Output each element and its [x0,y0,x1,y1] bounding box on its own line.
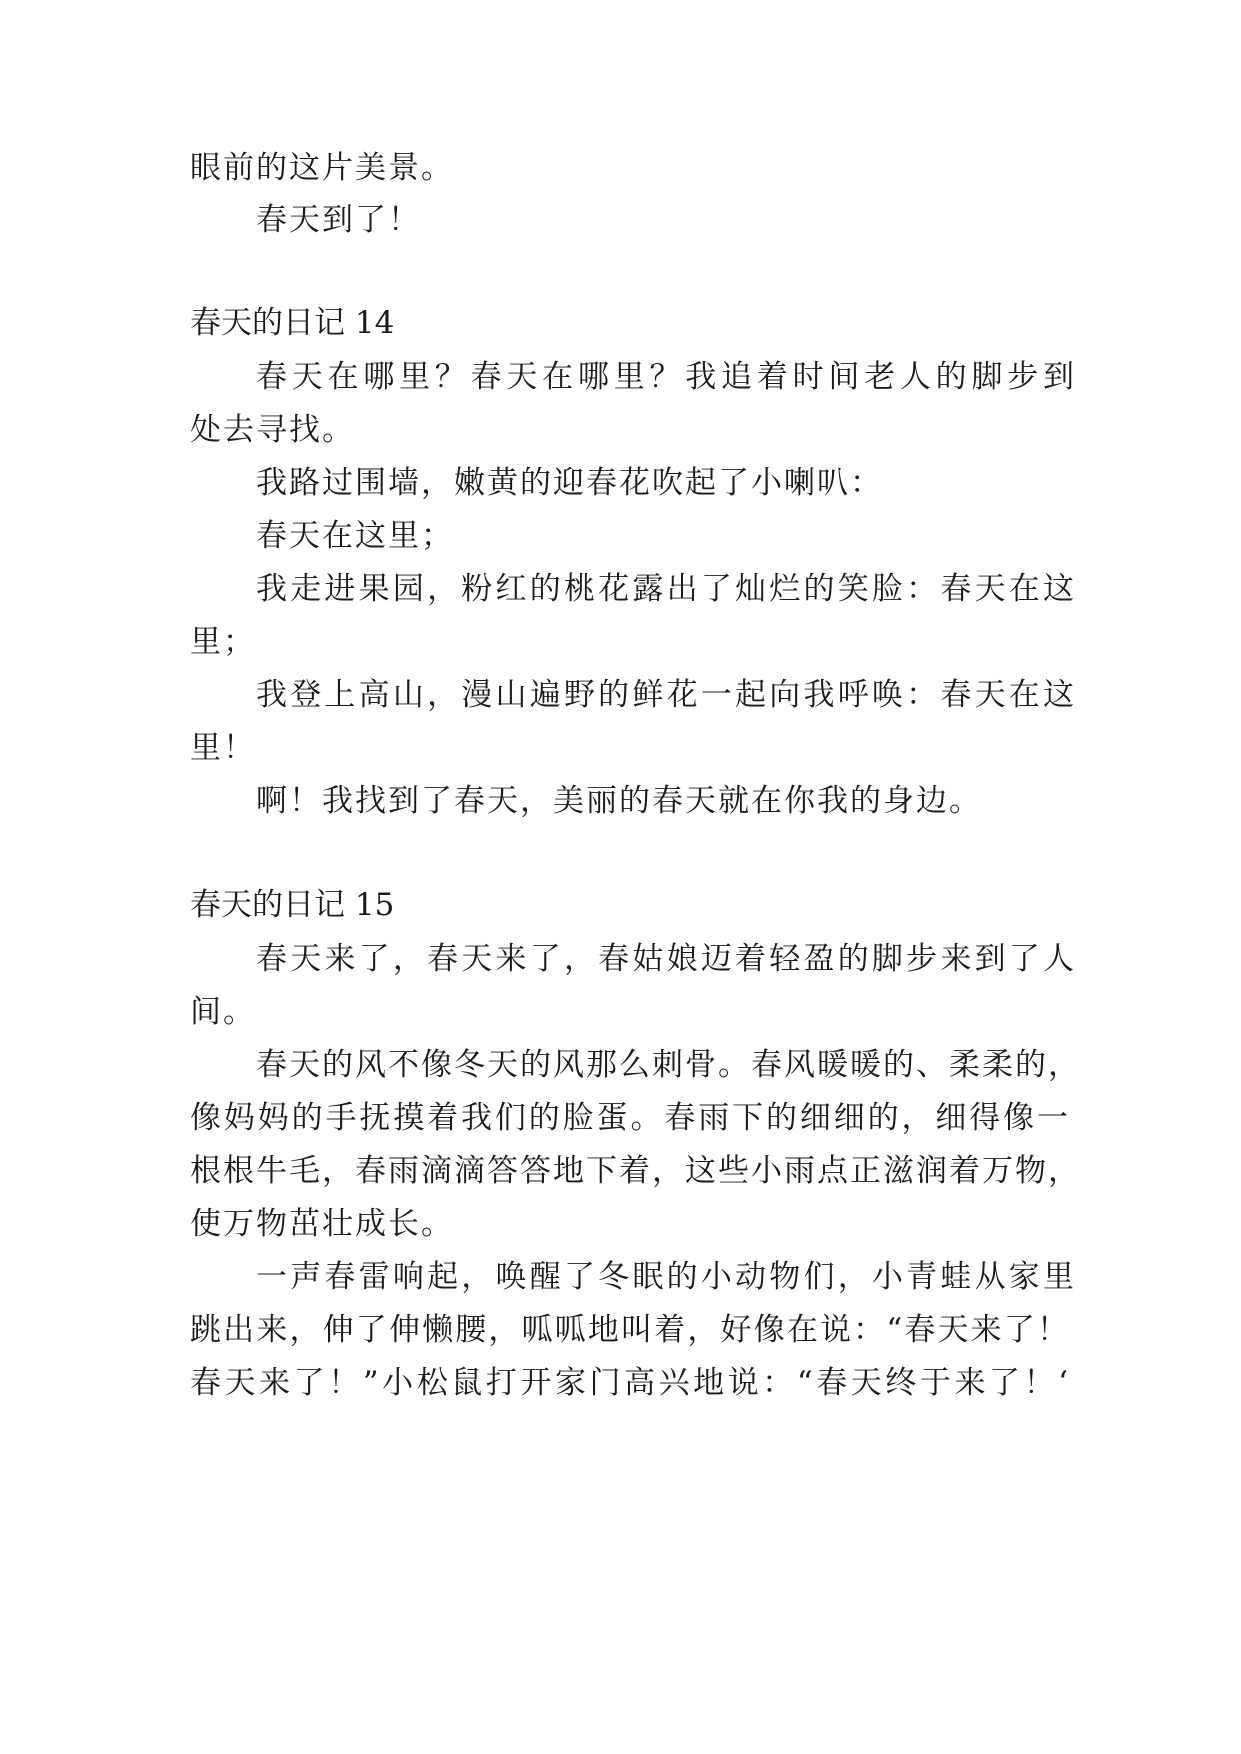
paragraph-line: 跳出来，伸了伸懒腰，呱呱地叫着，好像在说：“春天来了！ [190,1312,1070,1348]
section-heading-15: 春天的日记 15 [190,887,395,923]
paragraph-line: 春天到了！ [256,202,421,238]
paragraph-line: 春天来了，春天来了，春姑娘迈着轻盈的脚步来到了人 [256,941,1076,977]
paragraph-line: 一声春雷响起，唤醒了冬眠的小动物们，小青蛙从家里 [256,1259,1076,1295]
paragraph-line: 里； [190,624,256,660]
paragraph-line: 啊！我找到了春天，美丽的春天就在你我的身边。 [256,783,982,819]
paragraph-line: 春天在哪里？春天在哪里？我追着时间老人的脚步到 [256,359,1076,395]
paragraph-line: 春天在这里； [256,518,454,554]
paragraph-line: 眼前的这片美景。 [190,150,454,186]
paragraph-line: 我登上高山，漫山遍野的鲜花一起向我呼唤：春天在这 [256,677,1076,713]
paragraph-line: 我路过围墙，嫩黄的迎春花吹起了小喇叭： [256,465,883,501]
paragraph-line: 根根牛毛，春雨滴滴答答地下着，这些小雨点正滋润着万物， [190,1153,1081,1189]
paragraph-line: 使万物茁壮成长。 [190,1206,454,1242]
paragraph-line: 里！ [190,730,256,766]
section-heading-14: 春天的日记 14 [190,305,395,341]
paragraph-line: 春天的风不像冬天的风那么刺骨。春风暖暖的、柔柔的， [256,1047,1081,1083]
paragraph-line: 春天来了！”小松鼠打开家门高兴地说：“春天终于来了！‘ [190,1365,1070,1401]
paragraph-line: 我走进果园，粉红的桃花露出了灿烂的笑脸：春天在这 [256,571,1076,607]
paragraph-line: 间。 [190,994,256,1030]
paragraph-line: 像妈妈的手抚摸着我们的脸蛋。春雨下的细细的，细得像一 [190,1100,1070,1136]
paragraph-line: 处去寻找。 [190,412,355,448]
